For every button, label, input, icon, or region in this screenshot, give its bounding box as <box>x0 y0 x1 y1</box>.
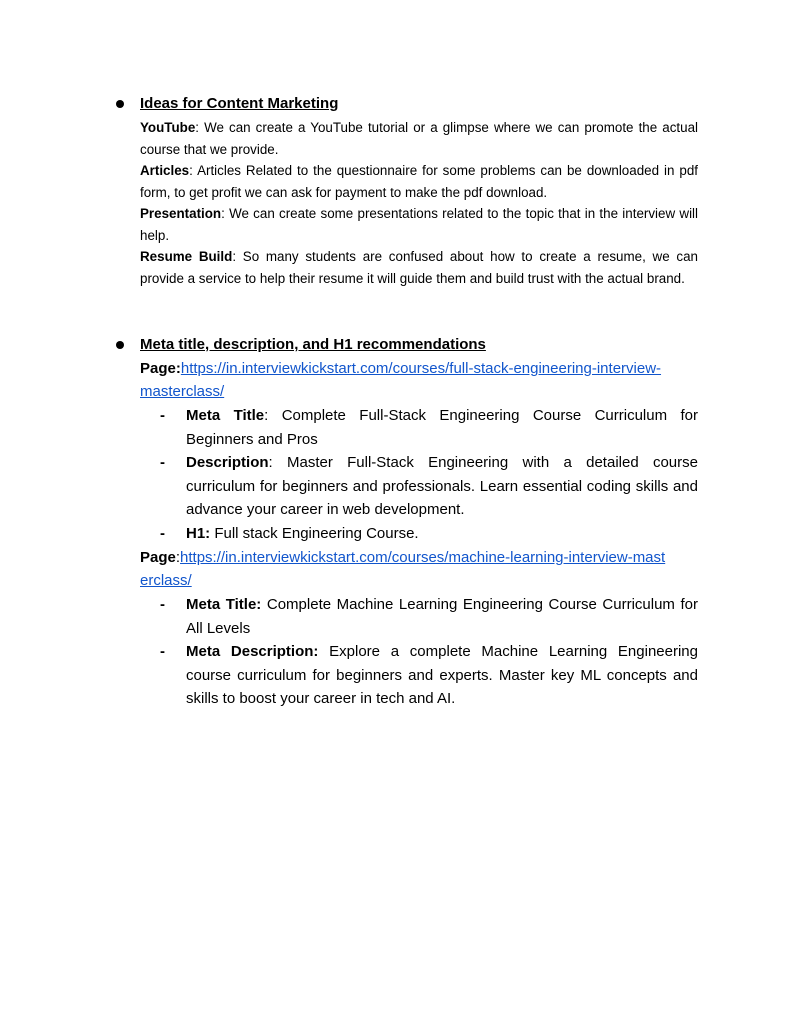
entry-label: Meta Title: <box>186 596 262 613</box>
paragraph-youtube <box>140 117 698 160</box>
dash-marker: - <box>160 525 165 542</box>
entry-text: Explore a complete Machine Learning Engineering course curriculum for beginners and experts. Master key ML concepts and skills to boost your career in tech and AI. <box>186 643 698 707</box>
page-url-link-continued[interactable]: masterclass/ <box>140 383 225 400</box>
dash-marker: - <box>160 596 165 613</box>
label-presentation: Presentation <box>140 206 222 221</box>
dash-marker: - <box>160 454 165 471</box>
paragraph-articles <box>140 160 698 203</box>
page-colon: : <box>175 549 181 566</box>
page-url-link-continued[interactable]: erclass/ <box>140 572 192 589</box>
entry-label: Meta Description: <box>186 643 319 660</box>
entry-label: Meta Title <box>186 407 265 424</box>
page-url-line <box>140 357 700 381</box>
page-label: Page <box>140 549 176 566</box>
page-url-line-continued <box>140 569 700 593</box>
page-url-link[interactable]: https://in.interviewkickstart.com/courses/machine-learning-interview-mast <box>180 549 666 566</box>
section-heading-meta-recommendations: Meta title, description, and H1 recommendations <box>140 336 486 353</box>
label-articles: Articles <box>140 163 190 178</box>
paragraph-presentation <box>140 203 698 246</box>
entry-label: H1: <box>186 525 211 542</box>
text-presentation: : We can create some presentations related to the topic that in the interview will help. <box>140 206 698 243</box>
meta-description-entry <box>186 640 698 711</box>
label-resume-build: Resume Build <box>140 249 233 264</box>
dash-marker: - <box>160 407 165 424</box>
paragraph-resume-build <box>140 246 698 289</box>
section-heading-content-marketing: Ideas for Content Marketing <box>140 95 339 112</box>
description-entry <box>186 451 698 522</box>
bullet-icon <box>116 100 124 108</box>
label-youtube: YouTube <box>140 120 196 135</box>
page-url-line-continued <box>140 380 700 404</box>
entry-text: Complete Machine Learning Engineering Course Curriculum for All Levels <box>186 596 698 637</box>
entry-text: Full stack Engineering Course. <box>210 525 419 542</box>
page-url-line <box>140 546 700 570</box>
entry-text: : Complete Full-Stack Engineering Course Curriculum for Beginners and Pros <box>186 407 698 448</box>
text-youtube: : We can create a YouTube tutorial or a glimpse where we can promote the actual course that we provide. <box>140 120 698 157</box>
text-articles: : Articles Related to the questionnaire for some problems can be downloaded in pdf form, to get profit we can ask for payment to make the pdf download. <box>140 163 698 200</box>
entry-text: : Master Full-Stack Engineering with a detailed course curriculum for beginners and professionals. Learn essential coding skills and advance your career in web development. <box>186 454 698 518</box>
page-label: Page: <box>140 360 181 377</box>
text-resume-build: : So many students are confused about how to create a resume, we can provide a service to help their resume it will guide them and build trust with the actual brand. <box>140 249 698 286</box>
h1-entry <box>186 522 698 546</box>
meta-title-entry <box>186 404 698 451</box>
entry-label: Description <box>186 454 269 471</box>
bullet-icon <box>116 341 124 349</box>
meta-title-entry <box>186 593 698 640</box>
page-url-link[interactable]: https://in.interviewkickstart.com/courses/full-stack-engineering-interview- <box>180 360 662 377</box>
dash-marker: - <box>160 643 165 660</box>
